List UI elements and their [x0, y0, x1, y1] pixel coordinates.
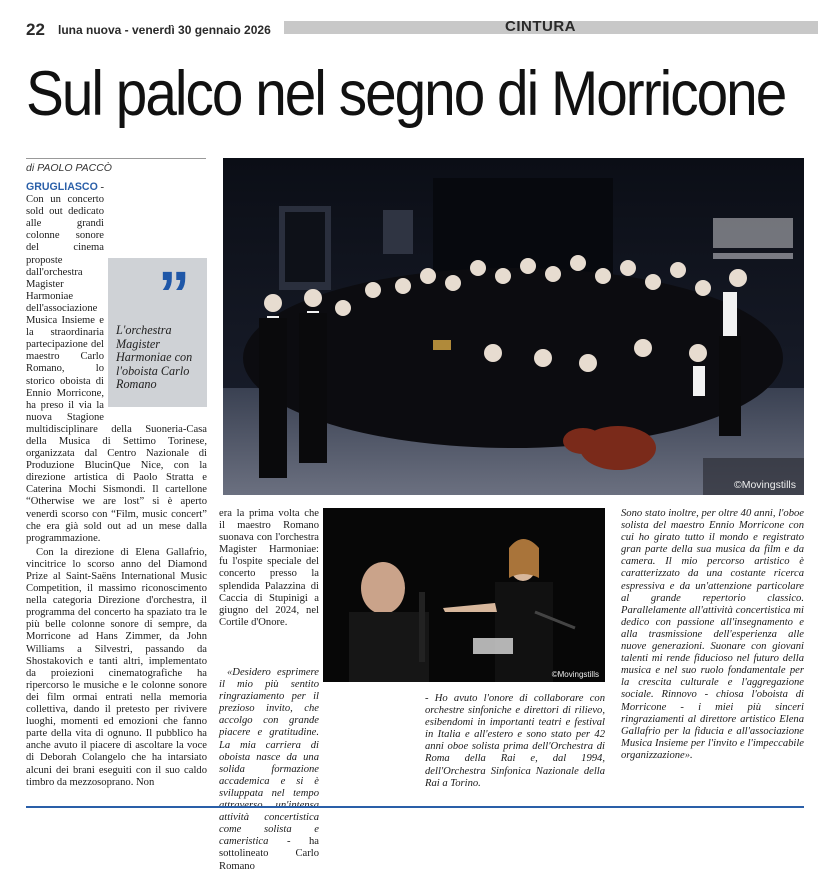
col2-paragraph: era la prima volta che il maestro Romano suonava con l'orchestra Magister Harmoniae: fu l'ospite speciale del concerto presso la splendida Palazzina di Caccia di Stupinigi a giugno del 2024, nel Cortile d'Onore. — [219, 508, 319, 628]
paragraph-2: Con la direzione di Elena Gallafrio, vincitrice lo scorso anno del Diamond Prize al Saint-Saëns International Music Competition, il massimo riconoscimento nella categoria Direzione d'orchestra, il programma del concerto ha spaziato tra le più belle colonne sonore di sempre, da Morricone ad Hans Zimmer, da John Williams a Silvestri, passando da Shostakovich e tanti altri, implementato da proiezioni cinematografiche ha ripercorso le musiche e le colonne sonore dei film ormai entrati nella memoria collettiva, dando il pretesto per rivivere luoghi, momenti ed emozioni che fanno parte della vita di ognuno. Il pubblico ha anche avuto il piacere di ascoltare la voce di Deborah Colangelo che ha intarsiato alcuni dei brani eseguiti con il suo caldo timbro da mezzosoprano. Non — [26, 546, 207, 788]
lead-paragraph: GRUGLIASCO - Con un concerto sold out dedicato alle grandi colonne sonore del cinema proposte dall'orchestra Magister Harmoniae dell'associazione Musica Insieme e la straordinaria partecipazione del maestro Carlo Romano, lo storico oboista di Ennio Morricone, ha preso il via la nuova Stagione multidisciplinare della Suoneria-Casa della Musica di Settimo Torinese, organizzata dal Centro Nazionale di Produzione BlucinQue Nice, con la direzione artistica di Paolo Stratta e Caterina Mochi Sismondi. Il cartellone “Otherwise we are lost” si è aperto venerdì scorso con “Film, music concert” che era già sold out ad un mese dalla programmazione. — [26, 181, 207, 544]
conductor-photo-image — [323, 508, 605, 682]
section-label: CINTURA — [505, 18, 576, 35]
headline: Sul palco nel segno di Morricone — [26, 59, 786, 129]
conductor-photo — [323, 508, 605, 682]
col4-end: - chiosa l'oboista di Morricone - i miei più sinceri ringraziamenti al direttore artistico Elena Gallafrio per la fiducia e all'associazione Musica Insieme per l'invito e l'impeccabile organizzazione». — [621, 689, 805, 761]
bottom-rule — [26, 806, 804, 808]
article-column-2-quote — [219, 667, 319, 872]
pullquote-text: L'orchestra Magister Harmoniae con l'oboista Carlo Romano — [116, 323, 193, 391]
photo-credit-second: ©Movingstills — [551, 670, 599, 679]
orchestra-photo — [223, 158, 804, 495]
page-number: 22 — [26, 20, 45, 39]
photo-credit-main: ©Movingstills — [733, 479, 796, 491]
quote-mark-icon: ” — [158, 258, 190, 330]
quote-attribution: - ha sottolineato Carlo Romano — [219, 836, 319, 872]
byline-rule — [26, 158, 206, 159]
page-header — [0, 0, 818, 40]
orchestra-photo-image — [223, 158, 804, 495]
pullquote-box — [108, 258, 207, 407]
quote-text: «Desidero esprimere il mio più sentito ringraziamento per il prezioso invito, che accolgo con grande piacere e gratitudine. La mia carriera di oboista nasce da una solida formazione accademica e si è sviluppata nel tempo attività concertistica come solista e cameristica — [219, 667, 319, 848]
byline: di PAOLO PACCÒ — [26, 162, 112, 174]
article-column-3-text: - Ho avuto l'onore di collaborare con orchestre sinfoniche e direttori di rilievo, esibendomi in importanti teatri e festival in Italia e all'estero e sono stato per 42 anni oboe solista prima dell'Orchestra di Roma della Rai e, dal 1994, dell'Orchestra Sinfonica Nazionale della Rai a Torino. — [425, 693, 605, 789]
dateline: luna nuova - venerdì 30 gennaio 2026 — [58, 23, 271, 37]
col4-text: Sono stato inoltre, per oltre 40 anni, l'oboe solista del maestro Ennio Morricone con cui ho girato tutto il mondo e registrato gran parte della sua musica da film e da camera. Il mio percorso artistico è caratterizzato da una costante ricerca espressiva e da un'attenzione particolare al grande repertorio classico. Parallelamente all'attività concertistica mi dedico con passione all'insegnamento e alla trasmissione dell'esperienza alle nuove generazioni. Suonare con giovani talenti mi rende fiducioso nel futuro della musica e nel suo ruolo fondamentale per la crescita culturale e l'aggregazione sociale. Rinnovo — [621, 508, 804, 701]
dateline-city: GRUGLIASCO — [26, 181, 98, 193]
article-column-4 — [621, 508, 804, 804]
